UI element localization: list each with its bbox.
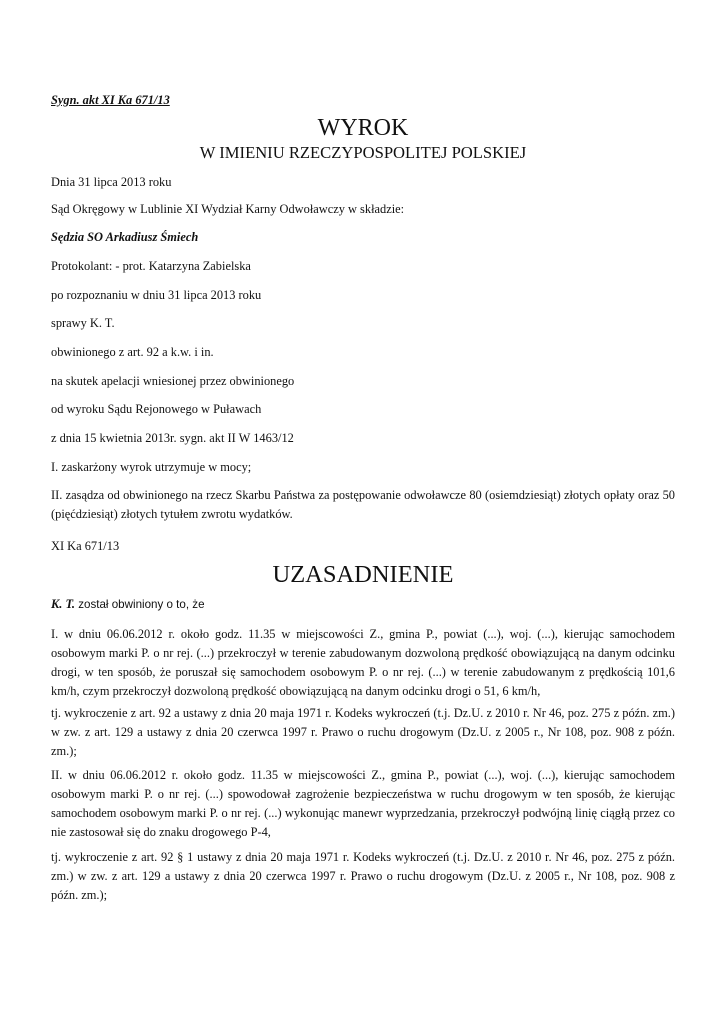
judgment-date: Dnia 31 lipca 2013 roku: [51, 175, 172, 189]
lower-judgment-date: z dnia 15 kwietnia 2013r. sygn. akt II W 1463/12: [51, 431, 294, 445]
judge-name: Sędzia SO Arkadiusz Śmiech: [51, 230, 199, 244]
qualification-1: tj. wykroczenie z art. 92 a ustawy z dnia 20 maja 1971 r. Kodeks wykroczeń (t.j. Dz.U. z 2010 r. Nr 46, poz. 275 z późn. zm.) w zw. z art. 129 a ustawy z dnia 20 czerwca 1997 r. Prawo o ruchu drogowym (Dz.U. z 2005 r., Nr 108, poz. 908 z późn. zm.);: [51, 706, 675, 758]
charge-2: II. w dniu 06.06.2012 r. około godz. 11.35 w miejscowości Z., gmina P., powiat (...), woj. (...), kierując samochodem osobowym marki P. o nr rej. (...) spowodował zagrożenie bezpieczeństwa w ruchu drogowym w ten sposób, że kierując samochodem osobowym marki P. o nr rej. (...) wykonując manewr wyprzedzania, przekroczył podwójną linię ciągłą przez co nie zastosował się do znaku drogowego P-4,: [51, 768, 675, 839]
from-judgment: od wyroku Sądu Rejonowego w Puławach: [51, 402, 262, 416]
court-name: Sąd Okręgowy w Lublinie XI Wydział Karny Odwoławczy w składzie:: [51, 202, 405, 216]
accused-name: K. T.: [51, 597, 75, 611]
verdict-point-1: I. zaskarżony wyrok utrzymuje w mocy;: [51, 460, 252, 474]
verdict-point-2: II. zasądza od obwinionego na rzecz Skarbu Państwa za postępowanie odwoławcze 80 (osiemdziesiąt) złotych opłaty oraz 50 (pięćdziesiąt) złotych tytułem zwrotu wydatków.: [51, 488, 675, 521]
clerk-name: Protokolant: - prot. Katarzyna Zabielska: [51, 259, 251, 273]
appeal-by: na skutek apelacji wniesionej przez obwinionego: [51, 374, 295, 388]
case-of: sprawy K. T.: [51, 316, 115, 330]
document-title: WYROK: [317, 115, 409, 141]
justification-title: UZASADNIENIE: [272, 561, 454, 588]
charged-with: obwinionego z art. 92 a k.w. i in.: [51, 345, 214, 359]
case-signature: Sygn. akt XI Ka 671/13: [51, 93, 170, 107]
charge-1: I. w dniu 06.06.2012 r. około godz. 11.35 w miejscowości Z., gmina P., powiat (...), woj. (...), kierując samochodem osobowym marki P. o nr rej. (...) przekroczył w terenie zabudowanym dozwoloną prędkość obowiązującą na danym odcinku drogi, w ten sposób, że poruszał się samochodem osobowym P. o nr rej. (...) w terenie zabudowanym z prędkością 101,6 km/h, czym przekroczył dozwoloną prędkość obowiązującą na danym odcinku drogi o 51, 6 km/h,: [51, 627, 675, 698]
accused-statement-rest: został obwiniony o to, że: [75, 598, 205, 611]
hearing-date: po rozpoznaniu w dniu 31 lipca 2013 roku: [51, 288, 262, 302]
document-subtitle: W IMIENIU RZECZYPOSPOLITEJ POLSKIEJ: [199, 143, 527, 162]
justification-case-ref: XI Ka 671/13: [51, 539, 120, 553]
accused-statement: [51, 596, 205, 613]
qualification-2: tj. wykroczenie z art. 92 § 1 ustawy z dnia 20 maja 1971 r. Kodeks wykroczeń (t.j. Dz.U. z 2010 r. Nr 46, poz. 275 z późn. zm.) w zw. z art. 129 a ustawy z dnia 20 czerwca 1997 r. Prawo o ruchu drogowym (Dz.U. z 2005 r., Nr 108, poz. 908 z późn. zm.);: [51, 850, 675, 902]
